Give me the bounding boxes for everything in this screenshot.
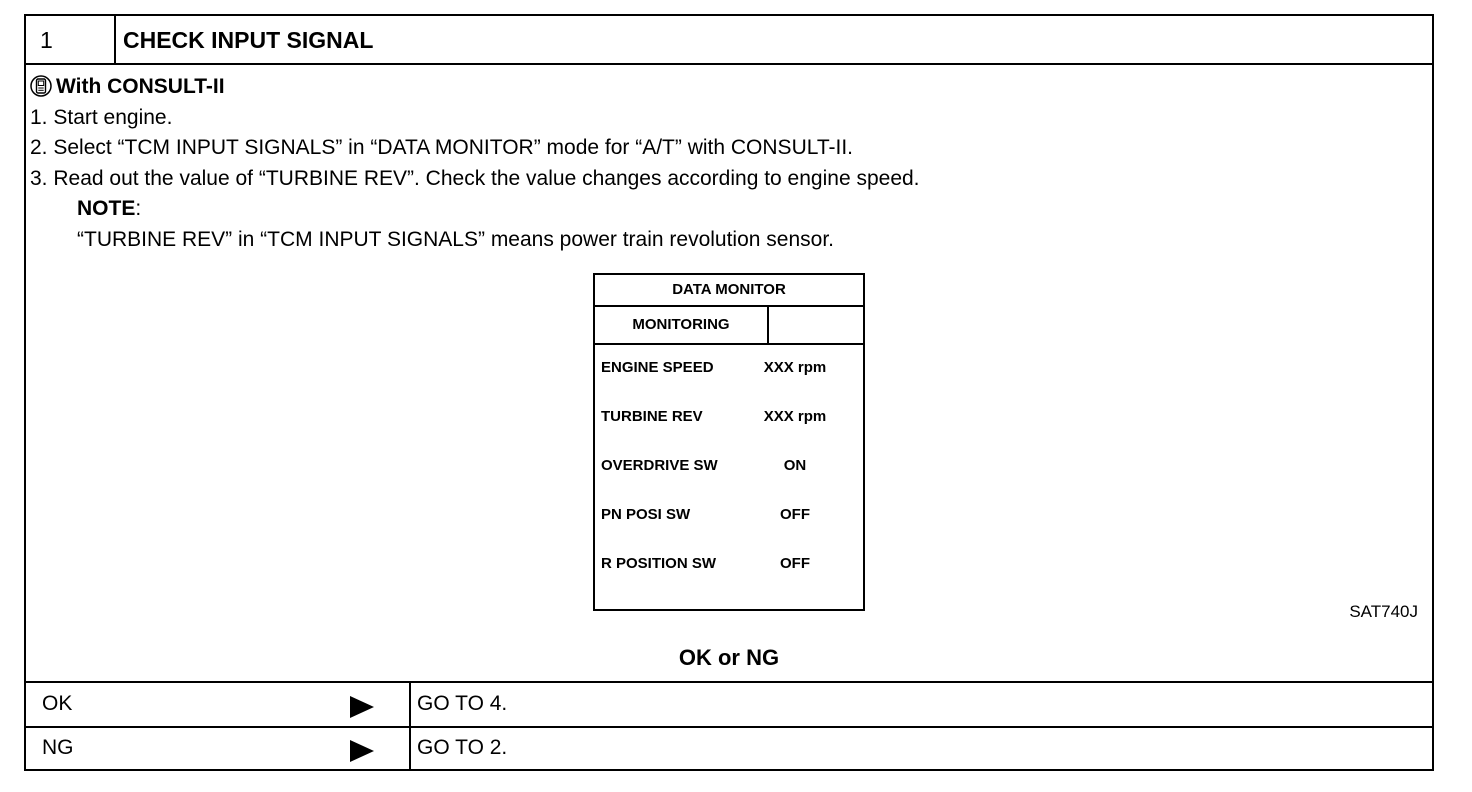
result-action-ok: GO TO 4. (417, 692, 508, 715)
step-3: 3. Read out the value of “TURBINE REV”. Check the value changes according to engine speed. (30, 166, 920, 190)
result-label-ok: OK (42, 692, 73, 715)
monitor-item-value: OFF (780, 555, 810, 572)
monitoring-label: MONITORING (595, 307, 769, 345)
monitor-row (595, 500, 863, 530)
monitor-item-value: ON (783, 457, 807, 474)
data-monitor-title: DATA MONITOR (595, 275, 863, 307)
monitor-item-label: OVERDRIVE SW (601, 457, 718, 474)
step-title: CHECK INPUT SIGNAL (123, 27, 374, 53)
monitor-item-label: TURBINE REV (601, 408, 703, 425)
header-divider (114, 16, 116, 63)
column-divider (409, 728, 411, 769)
step-1: 1. Start engine. (30, 105, 173, 129)
note-heading (30, 194, 920, 225)
instructions (30, 72, 920, 255)
monitor-row (595, 353, 863, 383)
arrow-right-icon (350, 696, 374, 718)
note-colon: : (135, 197, 142, 220)
monitor-item-label: ENGINE SPEED (601, 359, 714, 376)
note-text: “TURBINE REV” in “TCM INPUT SIGNALS” means power train revolution sensor. (77, 227, 834, 251)
monitor-row (595, 402, 863, 432)
note-label: NOTE (77, 197, 136, 220)
column-divider (409, 683, 411, 726)
ok-or-ng-question: OK or NG (678, 645, 780, 670)
monitor-item-value: XXX rpm (763, 408, 827, 425)
monitor-item-value: OFF (780, 506, 810, 523)
result-label-ng: NG (42, 736, 74, 759)
monitor-row (595, 451, 863, 481)
arrow-right-icon (350, 740, 374, 762)
row-divider (26, 726, 1432, 728)
row-divider (26, 681, 1432, 683)
consult-heading (30, 72, 920, 103)
consult-heading-text: With CONSULT-II (56, 75, 225, 98)
consult-icon (30, 75, 52, 97)
step-number: 1 (40, 27, 53, 53)
step-2: 2. Select “TCM INPUT SIGNALS” in “DATA MONITOR” mode for “A/T” with CONSULT-II. (30, 136, 854, 159)
step-header (26, 16, 1432, 65)
data-monitor-panel (593, 273, 865, 611)
monitoring-status-cell (769, 307, 865, 345)
monitor-item-value: XXX rpm (763, 359, 827, 376)
result-action-ng: GO TO 2. (417, 736, 508, 759)
monitor-row (595, 549, 863, 579)
figure-code: SAT740J (1349, 602, 1418, 621)
monitor-item-label: R POSITION SW (601, 555, 717, 572)
procedure-frame (24, 14, 1434, 771)
monitor-item-label: PN POSI SW (601, 506, 691, 523)
